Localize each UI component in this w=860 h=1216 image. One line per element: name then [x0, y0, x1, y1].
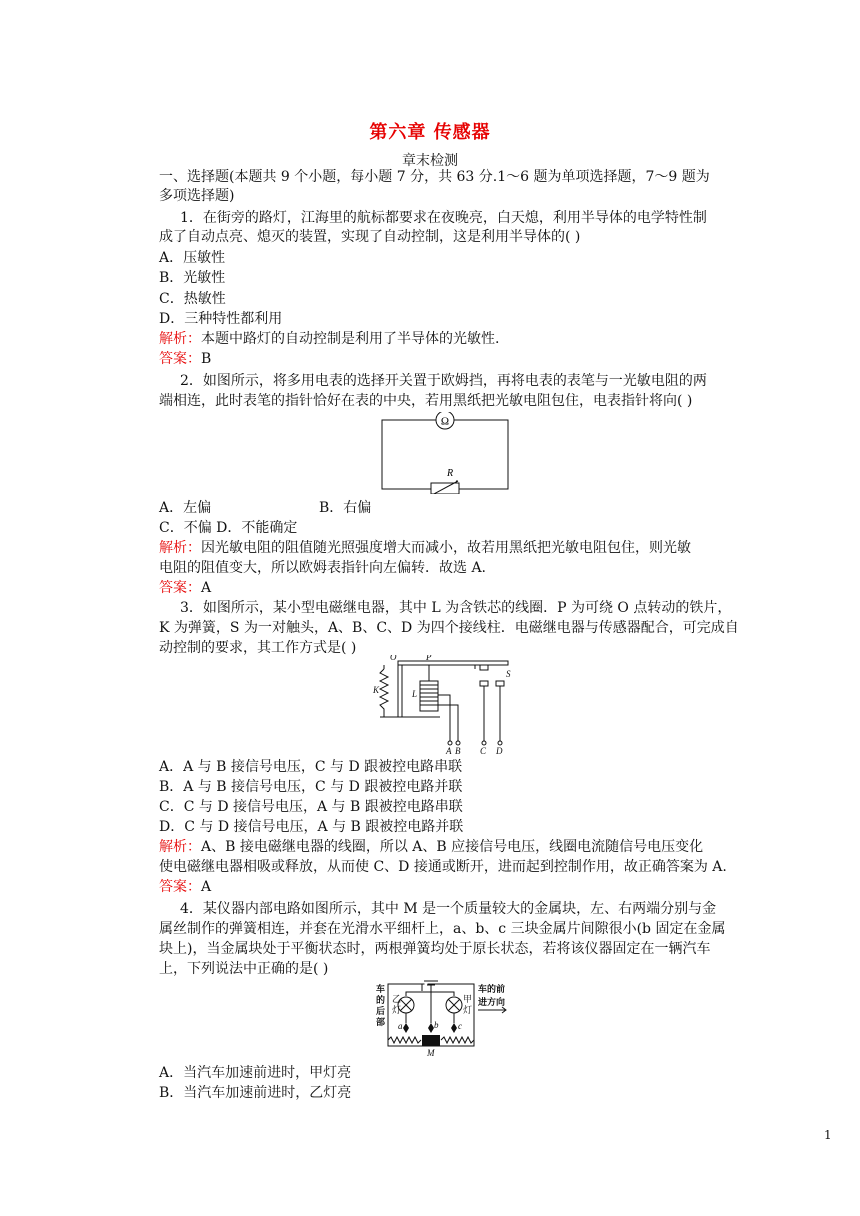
lamp-jia-label-2: 灯 — [463, 1005, 473, 1015]
q2-answer: 答案：A — [159, 580, 212, 596]
rear-label-3: 后 — [376, 1006, 386, 1016]
q1-stem-line-1: 1．在街旁的路灯，江海里的航标都要求在夜晚亮，白天熄，利用半导体的电学特性制 — [180, 210, 707, 226]
q4-stem-line-3: 块上)，当金属块处于平衡状态时，两根弹簧均处于原长状态，若将该仪器固定在一辆汽车 — [159, 941, 711, 957]
q3-stem-line-1: 3．如图所示，某小型电磁继电器，其中 L 为含铁芯的线圈．P 为可绕 O 点转动的铁片， — [180, 600, 732, 616]
label-C: C — [480, 746, 487, 755]
lamp-yi-label-2: 灯 — [392, 1005, 402, 1015]
label-c: c — [458, 1021, 462, 1031]
label-S: S — [506, 669, 511, 679]
q3-stem-line-3: 动控制的要求，其工作方式是( ) — [159, 640, 357, 656]
q2-stem-line-1: 2．如图所示，将多用电表的选择开关置于欧姆挡，再将电表的表笔与一光敏电阻的两 — [180, 373, 707, 389]
q1-option-b: B．光敏性 — [159, 270, 226, 286]
resistor-label: R — [447, 468, 454, 479]
q4-stem-line-2: 属丝制作的弹簧相连，并套在光滑水平细杆上，a、b、c 三块金属片间隙很小(b 固定在金属 — [159, 921, 726, 937]
answer-label: 答案： — [159, 580, 201, 596]
section-subtitle: 章末检测 — [402, 153, 458, 169]
label-A: A — [446, 746, 452, 755]
q3-option-c: C．C 与 D 接信号电压，A 与 B 跟被控电路串联 — [159, 799, 463, 815]
answer-label: 答案： — [159, 351, 201, 367]
q3-analysis-line-2: 使电磁继电器相吸或释放，从而使 C、D 接通或断开，进而起到控制作用，故正确答案为 A. — [159, 859, 727, 875]
chapter-title: 第六章 传感器 — [369, 122, 491, 143]
q1-answer: 答案：B — [159, 351, 212, 367]
forward-label-2: 进方向 — [478, 997, 506, 1007]
q2-option-a: A．左偏 — [159, 500, 212, 516]
q4-stem-line-1: 4．某仪器内部电路如图所示，其中 M 是一个质量较大的金属块，左、右两端分别与金 — [180, 901, 717, 917]
label-O: O — [390, 655, 397, 662]
rear-label-4: 部 — [376, 1017, 386, 1027]
q1-option-d: D．三种特性都利用 — [159, 311, 283, 327]
lamp-yi-label-1: 乙 — [392, 994, 402, 1004]
label-a: a — [398, 1021, 403, 1031]
forward-label-1: 车的前 — [478, 984, 506, 994]
q3-answer: 答案：A — [159, 879, 212, 895]
label-B: B — [455, 746, 461, 755]
q2-stem-line-2: 端相连，此时表笔的指针恰好在表的中央，若用黑纸把光敏电阻包住，电表指针将向( ) — [159, 393, 693, 409]
label-P: P — [426, 655, 432, 662]
q2-option-cd: C．不偏 D．不能确定 — [159, 520, 298, 536]
lamp-jia-label-1: 甲 — [463, 994, 473, 1004]
label-L: L — [412, 689, 418, 699]
q1-option-a: A．压敏性 — [159, 250, 226, 266]
analysis-label: 解析： — [159, 839, 201, 855]
q4-option-b: B．当汽车加速前进时，乙灯亮 — [159, 1085, 352, 1101]
analysis-label: 解析： — [159, 540, 201, 556]
q3-analysis-line-1: 解析：A、B 接电磁继电器的线圈，所以 A、B 应接信号电压，线圈电流随信号电压变化 — [159, 839, 704, 855]
answer-label: 答案： — [159, 879, 201, 895]
label-D: D — [496, 746, 503, 755]
q3-option-a: A．A 与 B 接信号电压，C 与 D 跟被控电路串联 — [159, 759, 463, 775]
label-b: b — [434, 1020, 439, 1030]
accelerometer-circuit-diagram — [366, 980, 518, 1058]
rear-label-2: 的 — [376, 995, 386, 1005]
q3-stem-line-2: K 为弹簧，S 为一对触头，A、B、C、D 为四个接线柱．电磁继电器与传感器配合，可完成自 — [159, 620, 739, 636]
q1-option-c: C．热敏性 — [159, 291, 226, 307]
q3-option-d: D．C 与 D 接信号电压，A 与 B 跟被控电路并联 — [159, 819, 464, 835]
label-M: M — [427, 1048, 435, 1058]
ohm-symbol: Ω — [440, 415, 450, 428]
page-number: 1 — [824, 1128, 832, 1142]
relay-diagram — [370, 655, 520, 755]
analysis-label: 解析： — [159, 331, 201, 347]
ohmmeter-circuit-diagram — [370, 412, 520, 494]
q1-stem-line-2: 成了自动点亮、熄灭的装置，实现了自动控制，这是利用半导体的( ) — [159, 229, 581, 245]
q4-option-a: A．当汽车加速前进时，甲灯亮 — [159, 1065, 352, 1081]
q2-analysis-line-2: 电阻的阻值变大，所以欧姆表指针向左偏转．故选 A. — [159, 560, 487, 576]
q3-option-b: B．A 与 B 接信号电压，C 与 D 跟被控电路并联 — [159, 779, 463, 795]
section-intro-line-1: 一、选择题(本题共 9 个小题，每小题 7 分，共 63 分.1～6 题为单项选择题，7～9 题为 — [159, 169, 710, 185]
section-intro-line-2: 多项选择题) — [159, 188, 235, 204]
rear-label-1: 车 — [376, 984, 386, 994]
q4-stem-line-4: 上，下列说法中正确的是( ) — [159, 961, 329, 977]
q2-analysis-line-1: 解析：因光敏电阻的阻值随光照强度增大而减小，故若用黑纸把光敏电阻包住，则光敏 — [159, 540, 691, 556]
q1-analysis: 解析：本题中路灯的自动控制是利用了半导体的光敏性. — [159, 331, 500, 347]
label-K: K — [373, 685, 380, 695]
q2-option-b: B．右偏 — [319, 500, 372, 516]
